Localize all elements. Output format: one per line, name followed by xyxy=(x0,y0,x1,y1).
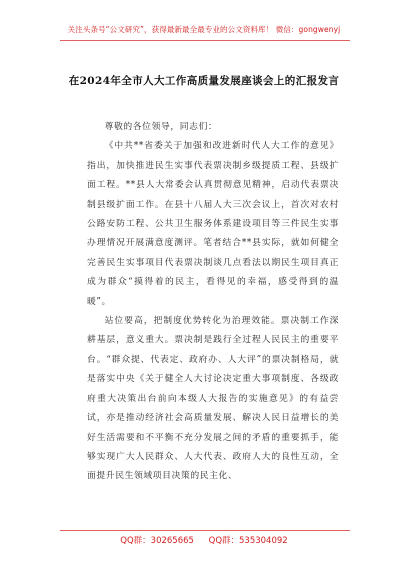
salutation: 尊敬的各位领导，同志们： xyxy=(104,122,218,132)
footer-qq-group-1: QQ群：30265665 xyxy=(120,536,194,546)
document-body xyxy=(87,118,339,487)
document-title: 在2024年全市人大工作高质量发展座谈会上的汇报发言 xyxy=(68,75,340,87)
footer-qq-group-2: QQ群：535304092 xyxy=(208,536,288,546)
paragraph-2: 站位要高，把制度优势转化为治理效能。票决制工作深耕基层，意义重大。票决制是践行全过程人民民主的重要平台。“群众提、代表定、政府办、人大评”的票决制格局，就是落实中央《关于健全人大讨论决定重大事项制度、各级政府重大决策出台前向本级人大报告的实施意见》的有益尝试，亦是推动经济社会高质量发展、解决人民日益增长的美好生活需要和不平衡不充分发展之间的矛盾的重要抓手，能够实现广大人民群众、人大代表、政府人大的良性互动，全面提升民生领域项目决策的民主化、 xyxy=(87,316,339,482)
header-divider xyxy=(60,40,350,41)
footer xyxy=(0,534,408,546)
footer-divider xyxy=(60,530,350,531)
paragraph-1: 《中共**省委关于加强和改进新时代人大工作的意见》指出，加快推进民生实事代表票决制乡级提质工程、县级扩面工程。**县人大常委会认真贯彻意见精神，启动代表票决制县级扩面工作。在县十八届人大三次会议上，首次对农村公路安防工程、公共卫生服务体系建设项目等三件民生实事办理情况开展满意度测评。笔者结合**县实际，就如何健全完善民生实事项目代表票决制谈几点看法以期民生项目真正成为群众“摸得着的民主，看得见的幸福，感受得到的温暖”。 xyxy=(87,141,339,307)
header-banner: 关注头条号“公文研究”，获得最新最全最专业的公文资料库！ 微信：gongwenyj xyxy=(67,25,341,34)
